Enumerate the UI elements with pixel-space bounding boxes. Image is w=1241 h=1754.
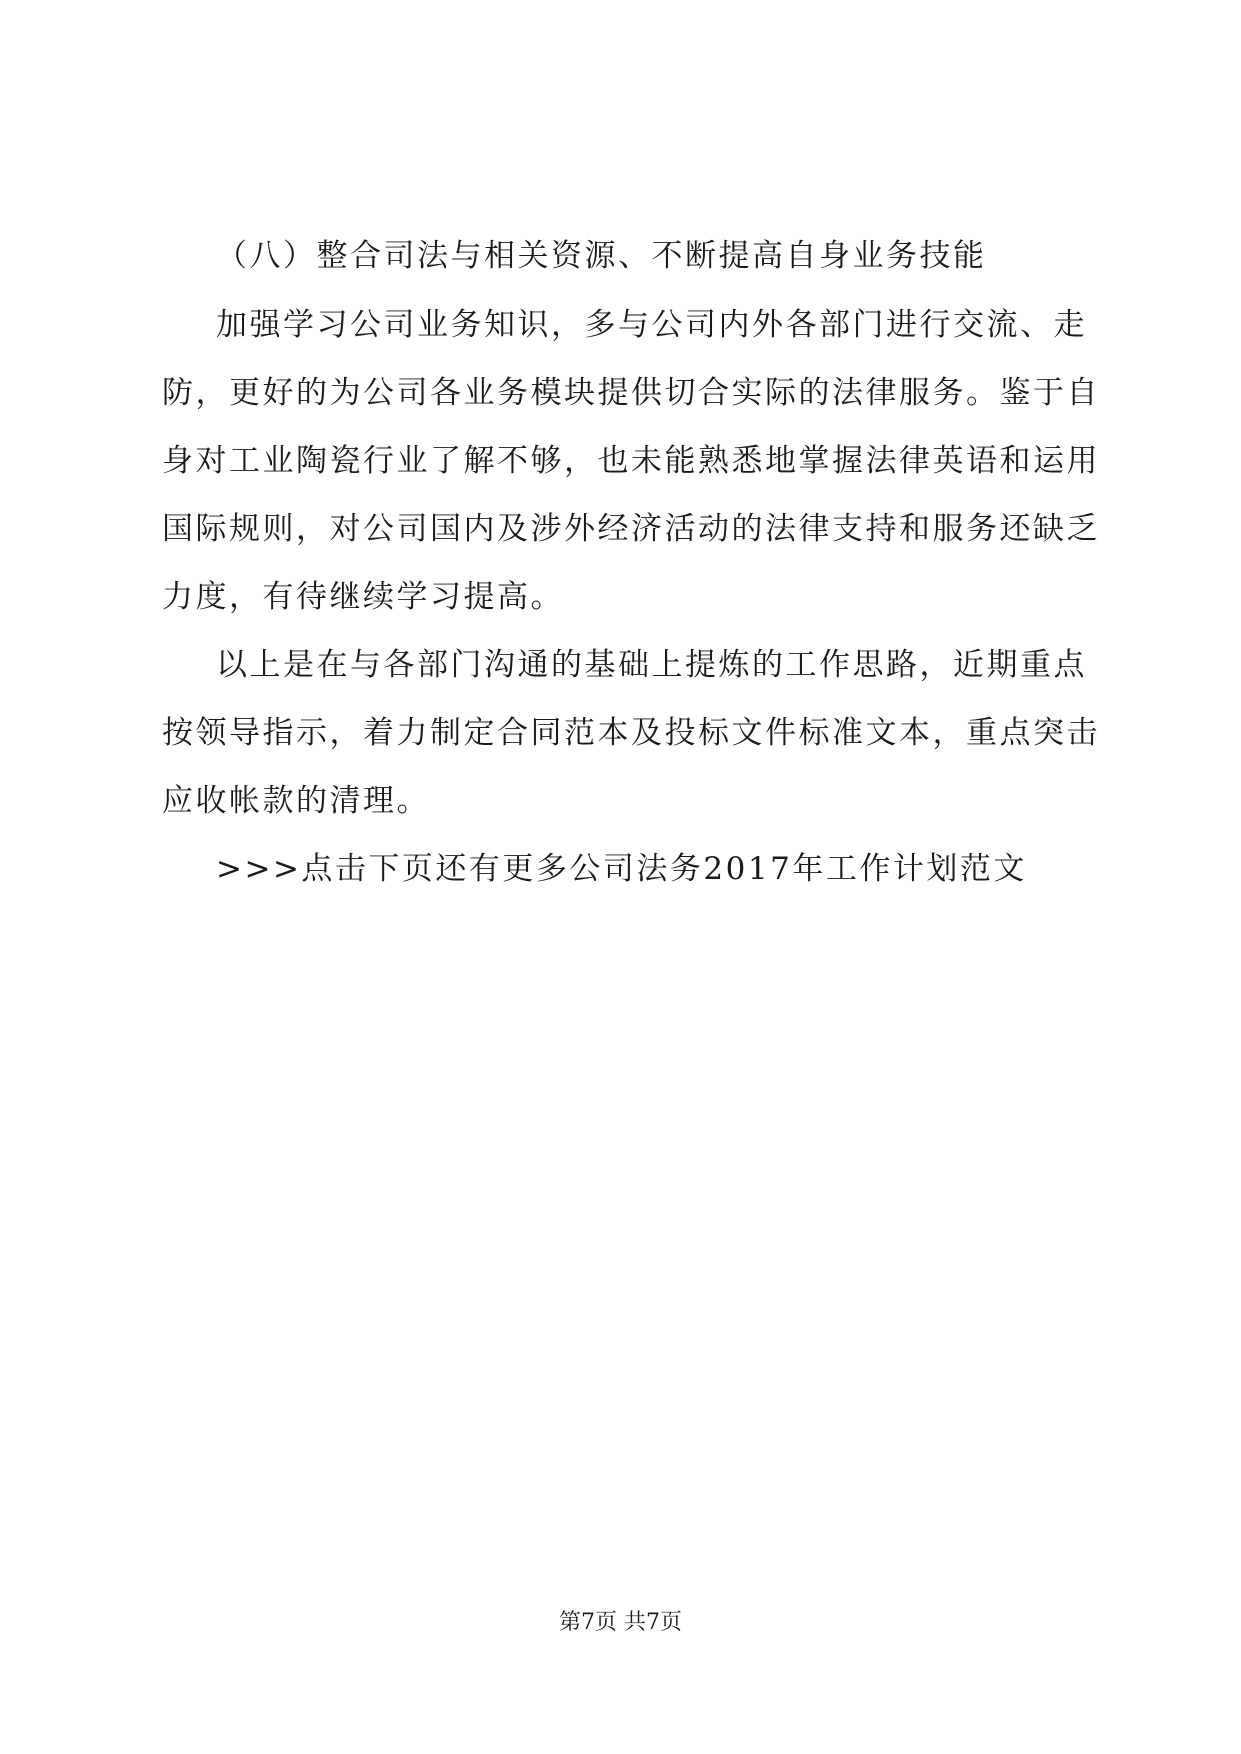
paragraph-line: 身对工业陶瓷行业了解不够，也未能熟悉地掌握法律英语和运用 bbox=[162, 443, 1100, 479]
section-heading: （八）整合司法与相关资源、不断提高自身业务技能 bbox=[216, 238, 987, 274]
paragraph-line: 加强学习公司业务知识，多与公司内外各部门进行交流、走 bbox=[216, 307, 1087, 343]
paragraph-line: 应收帐款的清理。 bbox=[162, 783, 430, 819]
paragraph-line: 按领导指示，着力制定合同范本及投标文件标准文本，重点突击 bbox=[162, 715, 1100, 751]
paragraph-line: 防，更好的为公司各业务模块提供切合实际的法律服务。鉴于自 bbox=[162, 375, 1100, 411]
paragraph-line: 国际规则，对公司国内及涉外经济活动的法律支持和服务还缺乏 bbox=[162, 511, 1100, 547]
more-link[interactable]: >>>点击下页还有更多公司法务2017年工作计划范文 bbox=[216, 851, 1027, 887]
paragraph-line: 以上是在与各部门沟通的基础上提炼的工作思路，近期重点 bbox=[216, 647, 1087, 683]
paragraph-line: 力度，有待继续学习提高。 bbox=[162, 579, 564, 615]
page-number-footer: 第7页 共7页 bbox=[559, 1610, 682, 1635]
